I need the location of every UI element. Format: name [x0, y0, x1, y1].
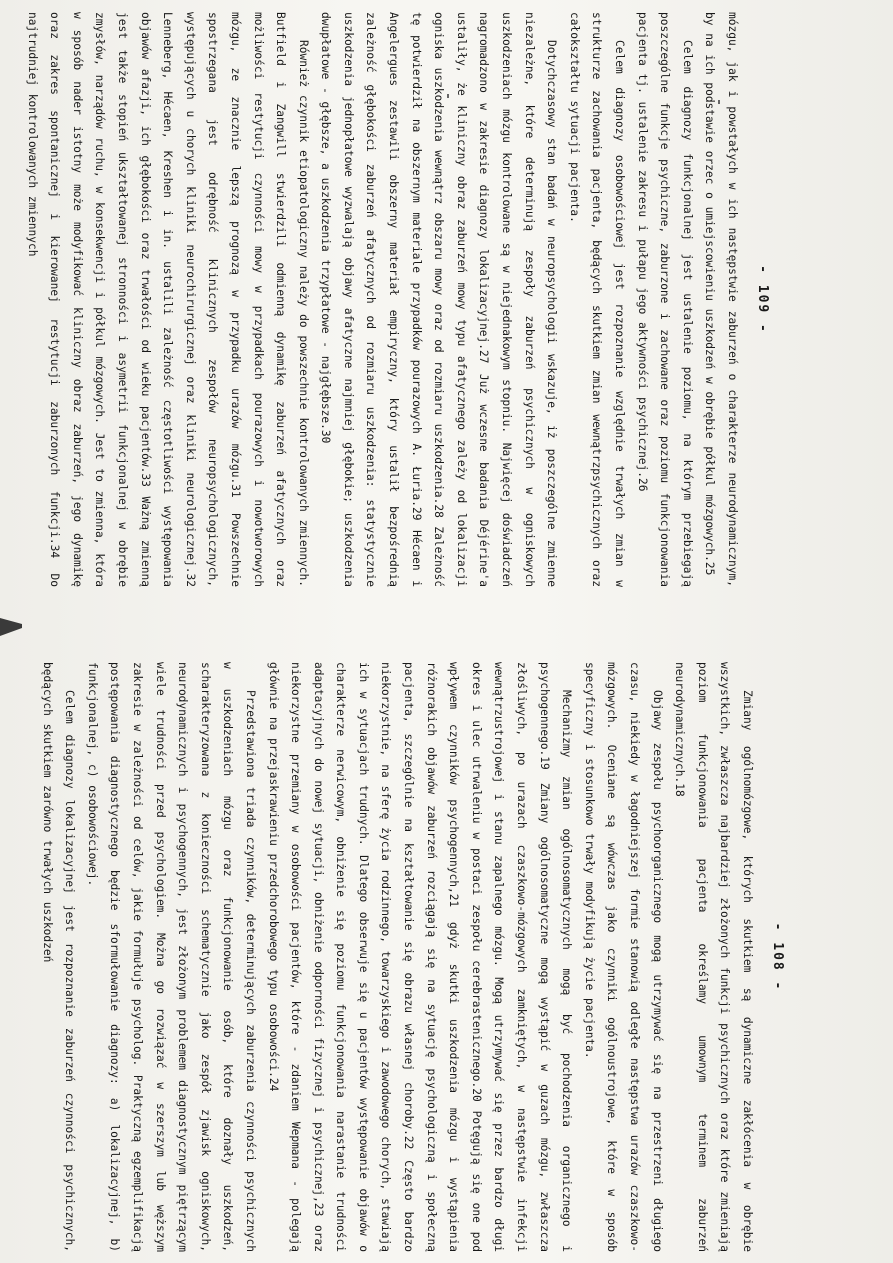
paragraph: Zmiany ogólnomózgowe, których skutkiem są dynamiczne zakłócenia w obrębie wszystkich, zwłaszcza najbardziej złożonych funkcji psychicznych oraz które zmieniają poziom funkcjonowania pacjenta określamy umownym terminem zaburzeń neurodynamicznych.18	[673, 662, 754, 1252]
scan-speck	[718, 100, 720, 104]
paragraph: Objawy zespołu psychoorganicznego mogą utrzymywać się na przestrzeni długiego czasu, niekiedy w łagodniejszej formie stanowią odległe następstwa urazów czaszkowo-mózgowych. Oceniane są wówczas jako czynniki ogólnoustrojowe, które w sposób specyficzny i stosunkowo trwały modyfikują życie pacjenta.	[582, 662, 664, 1252]
paragraph: Mechanizmy zmian ogólnosomatycznych mogą być pochodzenia organicznego i psychogennego.19 Zmiany ogólnosomatyczne mogą wystąpić w guzach mózgu, zwłaszcza złośliwych, po urazach czaszkowo-mózgowych zamkniętych, w następstwie infekcji wewnątrzustrojowej i stanu zapalnego mózgu. Mogą utrzymywać się przez bardzo długi okres i ulec utrwaleniu w postaci zespołu cerebrastenicznego.20 Potęgują się one pod wpływem czynników psychogennych,21 gdyż skutki uszkodzenia mózgu i wystąpienia różnorakich objawów zaburzeń rozciągają się na sytuację psychologiczną i społeczną pacjenta, szczególnie na kształtowanie się obrazu własnej choroby.22 Często bardzo niekorzystnie, na sferę życia rodzinnego, towarzyskiego i zawodowego chorych, stawiają ich w sytuacjach trudnych. Dlatego obserwuje się u pacjentów występowanie objawów o charakterze nerwicowym, obniżenie się poziomu funkcjonowania narastanie trudności adaptacyjnych do nowej sytuacji, obniżenie odporności fizycznej i psychicznej,23 oraz niekorzystne przemiany w osobowości pacjentów, które - zdaniem Wepmana - polegają głównie na przejaskrawieniu przedchorobowego typu osobowości.24	[266, 662, 574, 1252]
paragraph: Dotychczasowy stan badań w neuropsychologii wskazuje, iż poszczególne zmienne niezależne, które determinują zespoły zaburzeń psychicznych w ogniskowych uszkodzeniach mózgu kontrolowane są w niejednakowym stopniu. Najwięcej doświadczeń nagromadzono w zakresie diagnozy lokalizacyjnej.27 Już wczesne badania Déjérine'a ustaliły, że kliniczny obraz zaburzeń mowy typu afatycznego zależy od lokalizacji ogniska uszkodzenia wewnątrz obszaru mowy oraz od rozmiaru uszkodzenia.28 Zależność tę potwierdził na obszernym materiale przypadków pourazowych A. Łuria.29 Hécaen i Angelergues zestawili obszerny materiał empiryczny, który ustalił bezpośrednią zależność głębokości zaburzeń afatycznych od rozmiaru uszkodzenia: statystycznie uszkodzenia jednopłatowe wyzwalają objawy afatyczne najmniej głębokie; uszkodzenia dwupłatowe - głębsze, a uszkodzenia trzypłatowe - najgłębsze.30	[319, 12, 559, 587]
paragraph: Również czynnik etiopatologiczny należy do powszechnie kontrolowanych zmiennych. Butfield i Zangwill stwierdzili odmienną dynamikę zaburzeń afatycznych oraz możliwości restytucji czynności mowy w przypadkach pourazowych i nowotworowych mózgu, ze znacznie lepszą prognozą w przypadku urazów mózgu.31 Powszechnie spostrzegana jest odrębność klinicznych zespołów neuropsychologicznych, występujących u chorych kliniki neurochirurgicznej oraz kliniki neurologicznej.32 Lenneberg, Hécaen, Kreshen i in. ustalili zależność częstotliwości występowania objawów afazji, ich głębokości oraz trwałości od wieku pacjentów.33 Ważną zmienną jest także stopień ukształtowanej stronności i asymetrii funkcjonalnej w obrębie zmysłów, narządów ruchu, w konsekwencji i półkul mózgowych. Jest to zmienna, która w sposób nader istotny może modyfikować kliniczny obraz zaburzeń, jego dynamikę oraz zakres spontanicznej i kierowanej restytucji zaburzonych funkcji.34 Do najtrudniej kontrolowanych zmiennych	[25, 12, 310, 587]
paragraph: mózgu, jak i powstałych w ich następstwie zaburzeń o charakterze neurodynamicznym, by na ich podstawie orzec o umiejscowieniu uszkodzeń w obrębie półkul mózgowych.25	[703, 12, 739, 587]
page-body	[35, 662, 758, 1252]
paragraph: Przedstawiona triada czynników, determinujących zaburzenia czynności psychicznych w uszkodzeniach mózgu oraz funkcjonowanie osób, które doznały uszkodzeń, scharakteryzowana z konieczności schematycznie jako zespół zjawisk ogniskowych, neurodynamicznych i psychogennych, jest złożonym problemem diagnostycznym piętrzącym wiele trudności przed psychologiem. Można go rozwiązać w szerszym lub węższym zakresie w zależności od celów, jakie formułuje psycholog. Praktyczną egzemplifikacją postępowania diagnostycznego będzie sformułowanie diagnozy: a) lokalizacyjnej, b) funkcjonalnej, c) osobowościowej.	[85, 662, 257, 1252]
paragraph: Celem diagnozy lokalizacyjnej jest rozpoznanie zaburzeń czynności psychicznych, będących skutkiem zarówno trwałych uszkodzeń	[40, 662, 77, 1252]
page-body	[20, 12, 743, 587]
binding-clip-mark	[0, 614, 22, 638]
page-number: - 108 -	[770, 922, 785, 992]
page-number: - 109 -	[755, 265, 770, 334]
paragraph: Celem diagnozy osobowościowej jest rozpoznanie względnie trwałych zmian w strukturze zachowania pacjenta, będących skutkiem zmian wewnątrzpsychicznych oraz całokształtu sytuacji pacjenta.	[567, 12, 627, 587]
paragraph: Celem diagnozy funkcjonalnej jest ustalenie poziomu, na którym przebiegają poszczególne funkcje psychiczne, zaburzone i zachowane oraz poziomu funkcjonowania pacjenta tj. ustalenie zakresu i pułapu jego aktywności psychicznej.26	[635, 12, 694, 587]
scan-speck	[447, 94, 449, 98]
left-page-108	[40, 662, 785, 1252]
right-page-109	[25, 12, 770, 587]
